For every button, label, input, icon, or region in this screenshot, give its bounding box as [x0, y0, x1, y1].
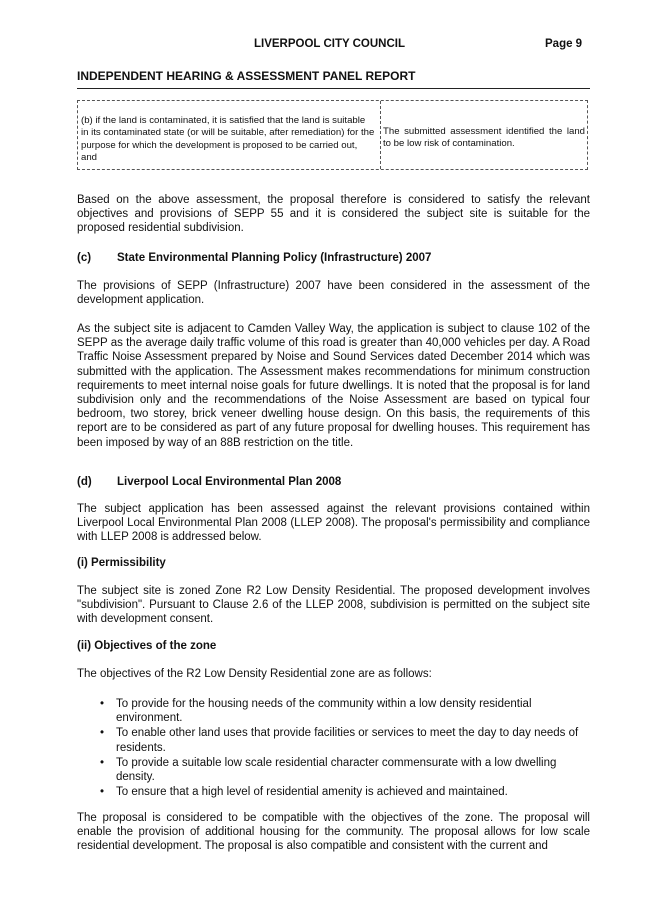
- page-number: Page 9: [545, 38, 583, 50]
- section-heading-objectives: (ii) Objectives of the zone: [77, 640, 217, 652]
- list-item: [100, 697, 590, 725]
- list-item: [100, 726, 590, 754]
- section-heading-d: [77, 476, 341, 488]
- section-label: (c): [77, 252, 92, 264]
- section-title: Liverpool Local Environmental Plan 2008: [117, 476, 342, 488]
- council-name: LIVERPOOL CITY COUNCIL: [254, 38, 406, 50]
- section-heading-c: [77, 252, 431, 264]
- list-item-text: To provide for the housing needs of the community within a low density residential environment.: [116, 698, 532, 725]
- list-item-text: To ensure that a high level of residential amenity is achieved and maintained.: [116, 786, 508, 799]
- bullet-icon: •: [100, 756, 105, 769]
- table-divider: [380, 101, 381, 169]
- list-item: [100, 785, 590, 799]
- report-title: INDEPENDENT HEARING & ASSESSMENT PANEL REPORT: [77, 69, 416, 83]
- paragraph-llep-assessment: The subject application has been assessed against the relevant provisions contained within Liverpool Local Environmental Plan 2008 (LLEP 2008). The proposal's permissibility and compliance with LLEP 2008 is addressed below.: [77, 503, 590, 544]
- paragraph-compatibility: The proposal is considered to be compatible with the objectives of the zone. The proposal will enable the provision of additional housing for the community. The proposal allows for low scale residential development. The proposal is also compatible and consistent with the current and: [77, 812, 590, 853]
- paragraph-permissibility: The subject site is zoned Zone R2 Low Density Residential. The proposed development involves "subdivision". Pursuant to Clause 2.6 of the LLEP 2008, subdivision is permitted on the subject site with development consent.: [77, 585, 590, 626]
- objectives-list: [100, 697, 590, 800]
- table-cell-response: The submitted assessment identified the land to be low risk of contamination.: [383, 126, 585, 150]
- bullet-icon: •: [100, 786, 105, 799]
- list-item-text: To enable other land uses that provide facilities or services to meet the day to day needs of residents.: [116, 727, 579, 754]
- header-rule: [77, 88, 590, 89]
- list-item-text: To provide a suitable low scale residential character commensurate with a low dwelling density.: [116, 756, 557, 784]
- section-heading-permissibility: (i) Permissibility: [77, 557, 166, 569]
- section-label: (d): [77, 476, 92, 488]
- section-title: State Environmental Planning Policy (Infrastructure) 2007: [117, 252, 432, 264]
- paragraph-sepp55-conclusion: Based on the above assessment, the proposal therefore is considered to satisfy the relevant objectives and provisions of SEPP 55 and it is considered the subject site is suitable for the proposed residential subdivision.: [77, 194, 590, 235]
- table-cell-criterion: (b) if the land is contaminated, it is satisfied that the land is suitable in its contaminated state (or will be suitable, after remediation) for the purpose for which the development is proposed to be carried out, and: [81, 115, 375, 163]
- bullet-icon: •: [100, 727, 105, 740]
- contamination-table: [77, 100, 588, 170]
- paragraph-sepp-infrastructure: The provisions of SEPP (Infrastructure) 2007 have been considered in the assessment of the development application.: [77, 280, 590, 307]
- list-item: [100, 756, 590, 784]
- bullet-icon: •: [100, 698, 105, 710]
- paragraph-traffic-noise: As the subject site is adjacent to Camden Valley Way, the application is subject to clause 102 of the SEPP as the average daily traffic volume of this road is greater than 40,000 vehicles per day. A Road Traffic Noise Assessment prepared by Noise and Sound Services dated December 2014 which was submitted with the application. The Assessment makes recommendations for minimum construction requirements to meet internal noise goals for future dwellings. It is noted that the proposal is for land subdivision only and the recommendations of the Noise Assessment are based on typical four bedroom, two storey, brick veneer dwelling house design. On this basis, the requirements of this report are to be considered as part of any future proposal for dwelling houses. This requirement has been imposed by way of an 88B restriction on the title.: [77, 323, 590, 449]
- paragraph-objectives-intro: The objectives of the R2 Low Density Residential zone are as follows:: [77, 668, 432, 680]
